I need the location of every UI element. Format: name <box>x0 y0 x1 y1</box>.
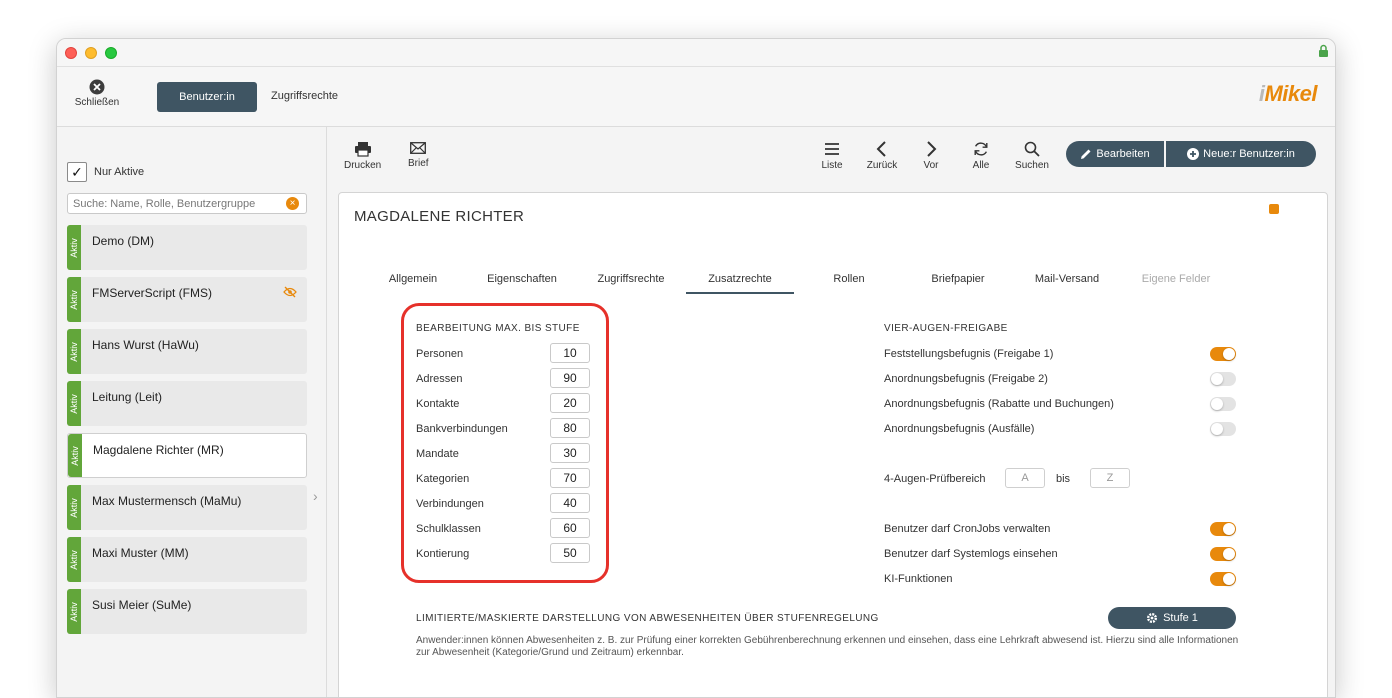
print-label: Drucken <box>344 160 382 171</box>
envelope-icon <box>410 141 426 155</box>
range-label: 4-Augen-Prüfbereich <box>884 473 986 485</box>
level-value-field[interactable]: 80 <box>550 418 590 438</box>
level-value-field[interactable]: 70 <box>550 468 590 488</box>
level-value-field[interactable]: 90 <box>550 368 590 388</box>
status-badge: Aktiv <box>67 329 81 374</box>
range-from-field[interactable]: A <box>1005 468 1045 488</box>
toggle-knob <box>1211 423 1223 435</box>
status-badge: Aktiv <box>67 381 81 426</box>
level-value-field[interactable]: 30 <box>550 443 590 463</box>
user-list-item[interactable] <box>67 589 307 634</box>
note-icon[interactable] <box>1269 204 1279 214</box>
tab-mail-versand[interactable]: Mail-Versand <box>1034 273 1100 285</box>
active-only-checkbox[interactable]: ✓ <box>67 162 87 182</box>
magnifier-icon <box>1024 141 1040 157</box>
status-badge: Aktiv <box>67 225 81 270</box>
range-separator: bis <box>1056 473 1071 485</box>
user-name: Hans Wurst (HaWu) <box>92 338 199 352</box>
level-button[interactable] <box>1108 607 1236 629</box>
toggle-knob <box>1211 373 1223 385</box>
print-button[interactable] <box>344 141 381 171</box>
toggle-label: KI-Funktionen <box>884 573 953 585</box>
search-button[interactable] <box>1014 141 1050 171</box>
range-to-field[interactable]: Z <box>1090 468 1130 488</box>
user-name: Maxi Muster (MM) <box>92 546 189 560</box>
edit-label: Bearbeiten <box>1096 148 1150 160</box>
window-zoom-button[interactable] <box>105 47 117 59</box>
window-close-button[interactable] <box>65 47 77 59</box>
eye-slash-icon <box>283 286 297 298</box>
list-button[interactable] <box>819 141 845 171</box>
level-label: Schulklassen <box>416 523 481 535</box>
toggle-label: Feststellungsbefugnis (Freigabe 1) <box>884 348 1054 360</box>
toggle-switch[interactable] <box>1210 547 1236 561</box>
tab-briefpapier[interactable]: Briefpapier <box>931 273 985 285</box>
toggle-switch[interactable] <box>1210 372 1236 386</box>
level-value-field[interactable]: 50 <box>550 543 590 563</box>
tab-access-rights[interactable]: Zugriffsrechte <box>271 90 339 102</box>
user-list-item[interactable] <box>67 329 307 374</box>
toggle-label: Anordnungsbefugnis (Freigabe 2) <box>884 373 1048 385</box>
window-minimize-button[interactable] <box>85 47 97 59</box>
active-only-label: Nur Aktive <box>94 166 145 178</box>
tab-user[interactable]: Benutzer:in <box>157 82 257 112</box>
record-tabs <box>359 265 1309 290</box>
user-list-item[interactable] <box>67 277 307 322</box>
refresh-icon <box>973 141 989 157</box>
status-badge: Aktiv <box>67 589 81 634</box>
user-list-item[interactable] <box>67 485 307 530</box>
toggle-label: Benutzer darf CronJobs verwalten <box>884 523 1051 535</box>
toggle-label: Anordnungsbefugnis (Rabatte und Buchungen) <box>884 398 1114 410</box>
plus-circle-icon <box>1187 148 1199 160</box>
printer-icon <box>354 141 372 157</box>
toggle-knob <box>1223 548 1235 560</box>
app-window <box>56 38 1336 698</box>
next-button[interactable] <box>918 141 944 171</box>
status-badge: Aktiv <box>67 485 81 530</box>
tab-allgemein[interactable]: Allgemein <box>388 273 438 285</box>
status-badge: Aktiv <box>67 537 81 582</box>
four-eyes-heading: VIER-AUGEN-FREIGABE <box>884 323 1008 334</box>
level-label: Kontierung <box>416 548 470 560</box>
absence-heading: LIMITIERTE/MASKIERTE DARSTELLUNG VON ABWESENHEITEN ÜBER STUFENREGELUNG <box>416 613 879 624</box>
list-label: Liste <box>821 160 843 171</box>
all-label: Alle <box>972 160 990 171</box>
letter-button[interactable] <box>408 141 429 169</box>
user-name: FMServerScript (FMS) <box>92 286 212 300</box>
status-badge: Aktiv <box>67 277 81 322</box>
levels-heading: BEARBEITUNG MAX. BIS STUFE <box>416 323 580 334</box>
toggle-label: Anordnungsbefugnis (Ausfälle) <box>884 423 1035 435</box>
record-title: MAGDALENE RICHTER <box>354 208 525 225</box>
lock-icon <box>1318 44 1329 58</box>
close-button[interactable] <box>71 79 123 108</box>
toggle-switch[interactable] <box>1210 397 1236 411</box>
new-user-button[interactable] <box>1166 141 1316 167</box>
level-label: Adressen <box>416 373 463 385</box>
edit-button[interactable] <box>1066 141 1164 167</box>
user-name: Demo (DM) <box>92 234 154 248</box>
toggle-switch[interactable] <box>1210 347 1236 361</box>
user-list <box>67 225 307 641</box>
chevron-right-icon: › <box>313 488 318 504</box>
gear-icon <box>1146 612 1158 624</box>
user-list-item[interactable] <box>67 537 307 582</box>
user-name: Max Mustermensch (MaMu) <box>92 494 242 508</box>
top-bar <box>57 67 1335 127</box>
level-label: Kontakte <box>416 398 460 410</box>
level-label: Bankverbindungen <box>416 423 508 435</box>
level-value-field[interactable]: 60 <box>550 518 590 538</box>
back-button[interactable] <box>866 141 898 171</box>
search-field <box>67 193 307 214</box>
level-button-label: Stufe 1 <box>1163 612 1198 624</box>
level-label: Kategorien <box>416 473 470 485</box>
all-button[interactable] <box>968 141 994 171</box>
search-label: Suchen <box>1015 160 1049 171</box>
close-label: Schließen <box>74 97 120 108</box>
tab-eigene-felder: Eigene Felder <box>1141 273 1211 285</box>
chevron-right-nav-icon <box>923 141 939 157</box>
user-name: Leitung (Leit) <box>92 390 163 404</box>
sidebar <box>57 127 327 698</box>
letter-label: Brief <box>408 158 429 169</box>
level-label: Personen <box>416 348 464 360</box>
next-label: Vor <box>923 160 939 171</box>
close-circle-icon <box>89 79 105 95</box>
tab-zusatzrechte[interactable]: Zusatzrechte <box>686 273 794 294</box>
toggle-knob <box>1211 398 1223 410</box>
user-name: Magdalene Richter (MR) <box>93 443 224 457</box>
back-label: Zurück <box>866 160 898 171</box>
toggle-switch[interactable] <box>1210 522 1236 536</box>
absence-description: Anwender:innen können Abwesenheiten z. B. zur Prüfung einer korrekten Gebührenberechnung erkennen und einsehen, dass eine Lehrkraft abwesend ist. Hierzu sind alle Informationen zur Abwesenheit (Kategorie/Grund und Zeitraum) erkennbar. <box>416 635 1239 658</box>
title-bar <box>57 39 1335 67</box>
new-user-label: Neue:r Benutzer:in <box>1203 148 1295 160</box>
toggle-label: Benutzer darf Systemlogs einsehen <box>884 548 1058 560</box>
level-label: Verbindungen <box>416 498 484 510</box>
list-icon <box>824 141 840 157</box>
status-badge: Aktiv <box>68 434 82 477</box>
search-input[interactable] <box>73 196 281 211</box>
pencil-icon <box>1080 148 1092 160</box>
toggle-knob <box>1223 348 1235 360</box>
level-value-field[interactable]: 40 <box>550 493 590 513</box>
main-area <box>328 127 1336 698</box>
level-label: Mandate <box>416 448 459 460</box>
chevron-left-icon <box>874 141 890 157</box>
tab-eigenschaften[interactable]: Eigenschaften <box>487 273 557 285</box>
level-value-field[interactable]: 20 <box>550 393 590 413</box>
clear-search-icon[interactable]: × <box>286 197 299 210</box>
tab-zugriffsrechte[interactable]: Zugriffsrechte <box>597 273 665 285</box>
record-card <box>338 192 1328 698</box>
user-list-item[interactable] <box>67 381 307 426</box>
user-list-item[interactable] <box>67 225 307 270</box>
toggle-knob <box>1223 523 1235 535</box>
toggle-switch[interactable] <box>1210 572 1236 586</box>
user-list-item[interactable] <box>67 433 307 478</box>
toggle-knob <box>1223 573 1235 585</box>
level-value-field[interactable]: 10 <box>550 343 590 363</box>
user-name: Susi Meier (SuMe) <box>92 598 192 612</box>
tab-rollen[interactable]: Rollen <box>833 273 865 285</box>
imikel-logo: iMikel <box>1258 81 1317 106</box>
toggle-switch[interactable] <box>1210 422 1236 436</box>
